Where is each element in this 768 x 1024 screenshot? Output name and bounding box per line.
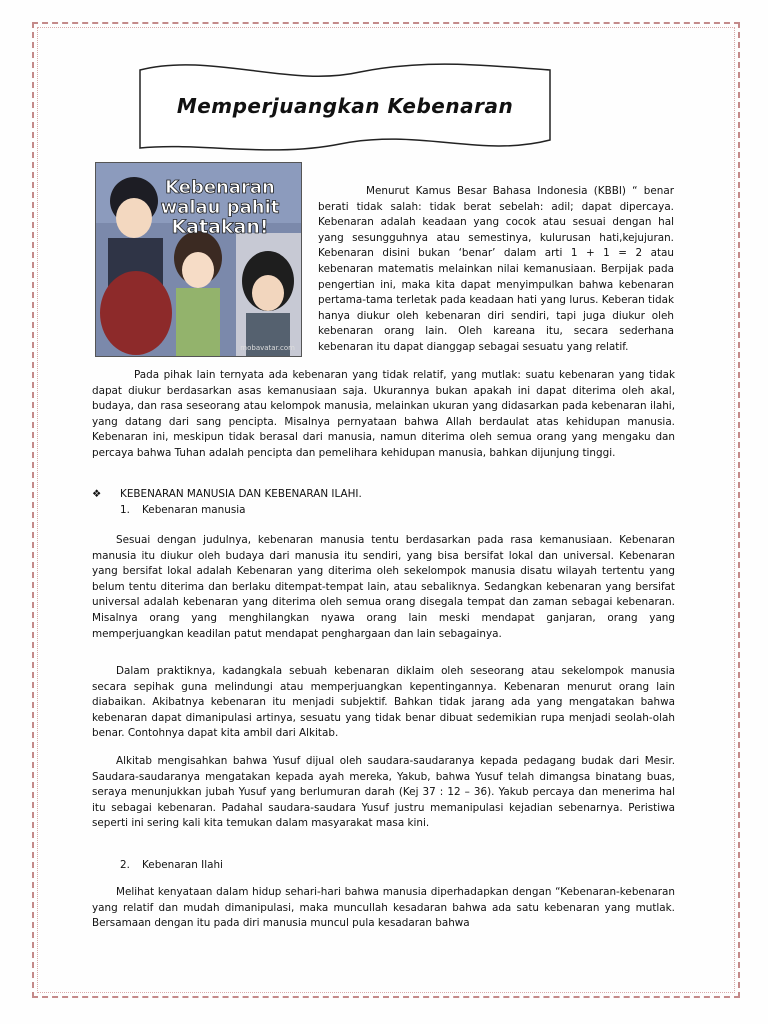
image-watermark: mobavatar.com [240,344,295,352]
section-heading-text: KEBENARAN MANUSIA DAN KEBENARAN ILAHI. [120,488,362,500]
subsection-2-title: Kebenaran Ilahi [142,859,223,871]
anime-illustration [95,162,302,357]
caption-line-1: Kebenaran [165,177,275,198]
title-banner [130,58,560,158]
subsection-1-heading [120,504,246,516]
illustration-drawing [96,163,301,356]
page-title: Memperjuangkan Kebenaran [176,94,514,118]
subsection-2-number: 2. [120,859,130,871]
body-paragraph-3: Alkitab mengisahkan bahwa Yusuf dijual oleh saudara-saudaranya kepada pedagang budak dari Mesir. Saudara-saudaranya mengatakan kepada ayah mereka, Yakub, bahwa Yusuf telah dimangsa binatang buas, seraya menunjukkan jubah Yusuf yang berlumuran darah (Kej 37 : 12 – 36). Yakub percaya dan menerima hal itu sebagai kebenaran. Padahal saudara-saudara Yusuf justru memanipulasi kejadian sebenarnya. Peristiwa seperti ini sering kali kita temukan dalam masyarakat masa kini. [92,755,675,830]
intro-paragraph: Menurut Kamus Besar Bahasa Indonesia (KBBI) “ benar berati tidak salah: tidak berat sebelah: adil; dapat dipercaya. Kebenaran adalah keadaan yang cocok atau sesuai dengan hal yang sesungguhnya atau semestinya, kulurusan hati,kejujuran. Kebenaran disini bukan ‘benar’ dalam arti 1 + 1 = 2 atau kebenaran matematis melainkan nilai kemanusiaan. Berpijak pada pengertian ini, maka kita dapat menyimpulkan bahwa kebenaran pertama-tama terletak pada keadaan hati yang lurus. Keberan tidak hanya diukur oleh kebenaran diri sendiri, tapi juga diukur oleh kebenaran orang lain. Oleh kareana itu, secara sederhana kebenaran itu dapat dianggap sebagai sesuatu yang relatif. [318,185,674,353]
section-heading [92,488,362,500]
subsection-2-heading [120,859,223,871]
body-paragraph-2: Dalam praktiknya, kadangkala sebuah kebenaran diklaim oleh seseorang atau sekelompok manusia secara sepihak guna melindungi atau memperjuangkan kepentingannya. Kebenaran menurut orang lain diabaikan. Akibatnya kebenaran itu menjadi subjektif. Bahkan tidak jarang ada yang mengatakan bahwa kebenaran dapat dimanipulasi artinya, sesuatu yang tidak benar dibuat sedemikian rupa menjadi seolah-olah benar. Contohnya dapat kita ambil dari Alkitab. [92,665,675,740]
body-paragraph-1: Sesuai dengan judulnya, kebenaran manusia tentu berdasarkan pada rasa kemanusiaan. Kebenaran manusia itu diukur oleh budaya dari manusia itu sendiri, yang bisa bersifat lokal dan universal. Kebenaran yang bersifat lokal adalah Kebenaran yang diterima oleh sekelompok manusia disatu wilayah tertentu yang belum tentu diterima dan berlaku ditempat-tempat lain, atau sebaliknya. Sedangkan kebenaran yang bersifat universal adalah kebenaran yang diterima oleh semua orang disegala tempat dan zaman sebagai kebenaran. Misalnya orang yang menghilangkan nyawa orang lain meski mendapat ganjaran, orang yang memperjuangkan keadilan patut mendapat penghargaan dan lain sebagainya. [92,534,675,640]
caption-line-3: Katakan! [171,216,269,238]
caption-line-2: walau pahit [160,197,280,218]
body-paragraph-4: Melihat kenyataan dalam hidup sehari-hari bahwa manusia diperhadapkan dengan “Kebenaran-kebenaran yang relatif dan mudah dimanipulasi, maka muncullah kesadaran bahwa ada satu kebenaran yang mutlak. Bersamaan dengan itu pada diri manusia muncul pula kesadaran bahwa [92,886,675,930]
diamond-bullet-icon: ❖ [92,488,102,500]
paragraph-1: Pada pihak lain ternyata ada kebenaran yang tidak relatif, yang mutlak: suatu kebenaran yang tidak dapat diukur berdasarkan asas kemanusiaan saja. Ukurannya bukan apakah ini dapat diterima oleh akal, budaya, dan rasa seseorang atau kelompok manusia, melainkan ukuran yang didasarkan pada kebenaran ilahi, yang datang dari sang pencipta. Misalnya pernyataan bahwa Allah berdaulat atas kehidupan manusia. Kebenaran ini, meskipun tidak berasal dari manusia, namun diterima oleh semua orang yang mengaku dan percaya bahwa Tuhan adalah pencipta dan pemelihara kehidupan manusia, bahkan dijunjung tinggi. [92,369,675,459]
subsection-1-number: 1. [120,504,130,516]
subsection-1-title: Kebenaran manusia [142,504,246,516]
